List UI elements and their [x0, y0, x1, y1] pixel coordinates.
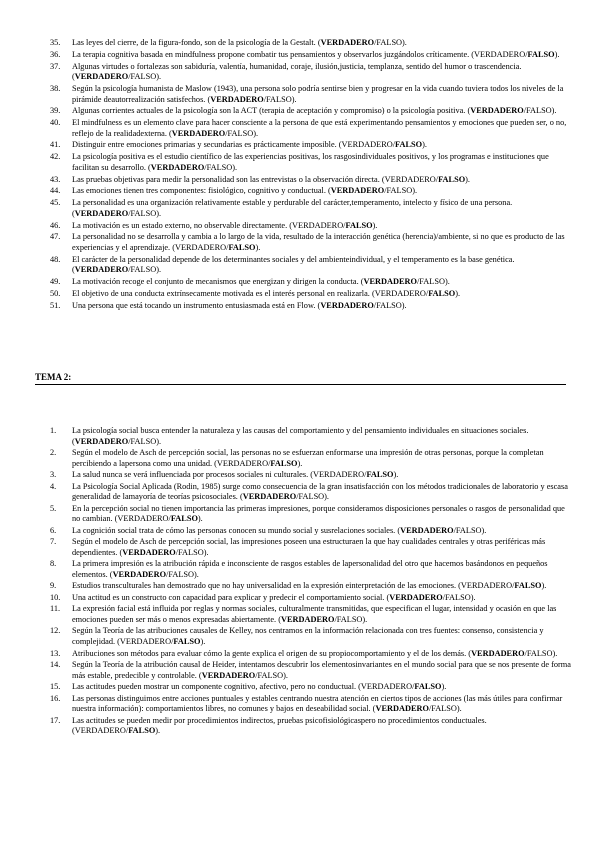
- question-text: [72, 694, 562, 714]
- question-item: [0, 682, 599, 693]
- question-text-segment: /FALSO).: [442, 592, 476, 602]
- question-text: [72, 118, 566, 138]
- question-text-segment: Las pruebas objetivas para medir la personalidad son las entrevistas o la observación directa. (VERDADERO/: [72, 174, 439, 184]
- question-text: [72, 175, 470, 184]
- question-number: 6.: [50, 525, 57, 535]
- question-text-segment: ).: [197, 514, 203, 524]
- question-number: 44.: [50, 186, 61, 196]
- question-text: [72, 50, 559, 59]
- answer-highlight: FALSO: [345, 220, 373, 230]
- answer-highlight: FALSO: [270, 458, 298, 468]
- question-item: [0, 448, 599, 469]
- question-text-segment: La psicología social busca entender la naturaleza y las causas del comportamiento y del pensamiento individuales en situaciones sociales. (: [72, 426, 529, 446]
- question-text-segment: /FALSO).: [453, 525, 487, 535]
- question-text-segment: /FALSO).: [204, 162, 238, 172]
- question-number: 10.: [50, 592, 61, 602]
- question-text: [72, 593, 476, 602]
- question-text-segment: /FALSO).: [296, 492, 330, 502]
- question-text: [72, 482, 568, 502]
- answer-highlight: FALSO: [438, 174, 466, 184]
- question-text-segment: ).: [200, 637, 206, 647]
- question-item: [0, 593, 599, 604]
- question-text-segment: Algunas virtudes o fortalezas son sabiduría, valentía, humanidad, coraje, ilusión,justicia, templanza, sentido del humor o trascendencia. (: [72, 61, 522, 82]
- answer-highlight: FALSO: [428, 288, 456, 298]
- question-number: 43.: [50, 174, 61, 184]
- question-text-segment: /FALSO).: [384, 186, 418, 196]
- question-text: [72, 682, 446, 691]
- question-number: 14.: [50, 660, 61, 670]
- answer-highlight: VERDADERO: [330, 186, 385, 196]
- question-item: [0, 559, 599, 580]
- question-text-segment: /FALSO).: [225, 128, 259, 138]
- question-text-segment: La primera impresión es la atribución rápida e inconsciente de rasgos estables de lapersonalidad del otro que hacemos basándonos en pequeños elementos. (: [72, 559, 548, 579]
- question-item: [0, 504, 599, 525]
- question-number: 46.: [50, 220, 61, 230]
- answer-highlight: VERDADERO: [74, 208, 129, 218]
- question-text-segment: ).: [541, 581, 547, 591]
- question-text-segment: Según el modelo de Asch de percepción social, las impresiones poseen una estructuraen la que hay cualidades centrales y otras periféricas más dependientes. (: [72, 537, 546, 557]
- answer-highlight: FALSO: [128, 726, 156, 736]
- question-text-segment: El carácter de la personalidad depende de los determinantes sociales y del ambienteindividual, y el temperamento es la base genética. (: [72, 254, 515, 275]
- question-number: 3.: [50, 470, 57, 480]
- question-text-segment: El objetivo de una conducta extrínsecamente motivada es el interés personal en realizarla. (VERDADERO/: [72, 288, 429, 298]
- question-text: [72, 198, 512, 218]
- answer-highlight: VERDADERO: [74, 265, 129, 275]
- question-item: [0, 649, 599, 660]
- question-item: [0, 38, 599, 49]
- answer-highlight: FALSO: [514, 581, 542, 591]
- question-number: 48.: [50, 254, 61, 264]
- question-item: [0, 152, 599, 173]
- question-number: 4.: [50, 481, 57, 491]
- question-text: [72, 62, 522, 82]
- question-text-segment: ).: [155, 726, 161, 736]
- question-item: [0, 277, 599, 288]
- question-item: [0, 221, 599, 232]
- question-item: [0, 660, 599, 681]
- question-number: 49.: [50, 277, 61, 287]
- question-item: [0, 694, 599, 715]
- answer-highlight: VERDADERO: [375, 704, 429, 714]
- question-text-segment: ).: [422, 140, 427, 150]
- question-text-segment: La Psicología Social Aplicada (Rodin, 1985) surge como consecuencia de la gran insatisfacción con los métodos tradicionales de laboratorio y escasa generalidad de lamayoría de teorías psicosociales. (: [72, 481, 568, 502]
- answer-highlight: FALSO: [366, 470, 394, 480]
- question-text: [72, 84, 563, 104]
- question-text: [72, 470, 398, 479]
- question-text-segment: ).: [297, 458, 303, 468]
- answer-highlight: VERDADERO: [201, 670, 256, 680]
- answer-highlight: VERDADERO: [171, 128, 226, 138]
- question-item: [0, 626, 599, 647]
- question-text-segment: /FALSO).: [417, 277, 450, 287]
- question-text: [72, 277, 450, 286]
- question-item: [0, 482, 599, 503]
- question-number: 8.: [50, 559, 57, 569]
- answer-highlight: FALSO: [173, 637, 201, 647]
- question-text-segment: ).: [441, 682, 447, 692]
- question-number: 15.: [50, 682, 61, 692]
- question-text-segment: La terapia cognitiva basada en mindfulness propone combatir tus pensamientos y observarlos juzgándolos críticamente. (VERDADERO/: [72, 49, 528, 59]
- section-heading: TEMA 2:: [35, 372, 72, 382]
- question-text-segment: /FALSO).: [128, 208, 162, 218]
- question-text-segment: ).: [465, 174, 470, 184]
- question-number: 16.: [50, 693, 61, 703]
- question-text-segment: Las actitudes se pueden medir por procedimientos indirectos, pruebas psicofisiológicaspero no procedimientos conductuales. (VERDADERO/: [72, 715, 487, 736]
- question-text: [72, 38, 407, 47]
- answer-highlight: VERDADERO: [320, 300, 374, 310]
- question-text-segment: Atribuciones son métodos para evaluar cómo la gente explica el origen de su propiocomportamiento y el de los demás. (: [72, 648, 472, 658]
- question-text: [72, 660, 571, 680]
- question-text-segment: /FALSO).: [523, 106, 557, 116]
- question-item: [0, 581, 599, 592]
- answer-highlight: FALSO: [395, 140, 423, 150]
- question-text-segment: La personalidad es una organización relativamente estable y perdurable del carácter,temperamento, intelecto y físico de una persona. (: [72, 198, 513, 218]
- question-item: [0, 84, 599, 105]
- question-text-segment: Según la Teoría de la atribución causal de Heider, intentamos descubrir los elementosinvariantes en el mundo social para que se nos presente de forma más estable, predecible y controlable. (: [72, 660, 571, 680]
- question-number: 12.: [50, 626, 61, 636]
- question-text-segment: /FALSO).: [255, 670, 288, 680]
- answer-highlight: FALSO: [527, 49, 555, 59]
- question-text: [72, 559, 548, 579]
- question-text-segment: Distinguir entre emociones primarias y secundarias es prácticamente imposible. (VERDADERO/: [72, 140, 396, 150]
- answer-highlight: VERDADERO: [280, 615, 335, 624]
- question-text-segment: ).: [455, 288, 461, 298]
- question-item: [0, 140, 599, 151]
- question-text-segment: Las leyes del cierre, de la figura-fondo, son de la psicología de la Gestalt. (: [72, 38, 321, 47]
- question-text: [72, 448, 544, 468]
- question-text-segment: ).: [554, 49, 560, 59]
- question-text: [72, 106, 557, 115]
- question-text-segment: /FALSO).: [524, 648, 558, 658]
- answer-highlight: VERDADERO: [400, 525, 454, 535]
- question-text-segment: El mindfulness es un elemento clave para hacer consciente a la persona de que está experimentando pensamientos y emociones que pueden ser, o no, reflejo de la realidadexterna. (: [72, 118, 567, 138]
- question-number: 42.: [50, 152, 61, 162]
- answer-highlight: VERDADERO: [74, 72, 129, 82]
- answer-highlight: FALSO: [170, 514, 198, 524]
- question-item: [0, 604, 599, 625]
- question-number: 50.: [50, 288, 61, 298]
- question-text-segment: La motivación recoge el conjunto de mecanismos que energizan y dirigen la conducta. (: [72, 277, 364, 287]
- answer-highlight: FALSO: [414, 682, 442, 692]
- question-text-segment: /FALSO).: [128, 436, 162, 446]
- question-item: [0, 198, 599, 219]
- answer-highlight: VERDADERO: [363, 277, 417, 287]
- question-number: 39.: [50, 106, 61, 116]
- question-item: [0, 301, 599, 312]
- question-text-segment: /FALSO).: [334, 615, 368, 624]
- question-text-segment: /FALSO).: [263, 94, 297, 104]
- question-item: [0, 118, 599, 139]
- answer-highlight: VERDADERO: [112, 569, 167, 579]
- question-text: [72, 526, 486, 535]
- question-text: [72, 426, 528, 446]
- question-text-segment: /FALSO).: [374, 38, 407, 47]
- question-number: 35.: [50, 38, 61, 47]
- question-number: 13.: [50, 648, 61, 658]
- question-text-segment: ).: [393, 470, 399, 480]
- question-text-segment: /FALSO).: [175, 547, 209, 557]
- answer-highlight: VERDADERO: [389, 592, 443, 602]
- question-item: [0, 106, 599, 117]
- question-number: 7.: [50, 537, 57, 547]
- question-number: 38.: [50, 83, 61, 93]
- answer-highlight: VERDADERO: [320, 38, 375, 47]
- question-item: [0, 232, 599, 253]
- answer-highlight: VERDADERO: [471, 648, 525, 658]
- question-text-segment: Según el modelo de Asch de percepción social, las personas no se esfuerzan enformarse una impresión de otras personas, porque la completan percibiendo a lapersona como una unidad. (VERDADERO/: [72, 448, 544, 468]
- question-text: [72, 255, 515, 275]
- question-text: [72, 301, 407, 310]
- question-text-segment: Las personas distinguimos entre acciones puntuales y estables centrando nuestra atención en ciertos tipos de acciones (las más útiles para confirmar nuestra información): comportamientos libres, no comunes y bajos en deseabilidad social. (: [72, 693, 563, 714]
- question-number: 1.: [50, 426, 57, 435]
- question-number: 2.: [50, 448, 57, 458]
- question-text-segment: /FALSO).: [128, 265, 162, 275]
- question-number: 11.: [50, 604, 61, 614]
- question-text: [72, 649, 557, 658]
- question-text-segment: Según la psicología humanista de Maslow (1943), una persona solo podría sentirse bien y progresar en la vida cuando tuviera todos los niveles de la pirámide deautorrealización satisfechos. (: [72, 83, 564, 104]
- question-number: 51.: [50, 300, 61, 310]
- answer-highlight: VERDADERO: [122, 547, 176, 557]
- question-item: [0, 426, 599, 447]
- question-item: [0, 716, 599, 737]
- question-text-segment: La expresión facial está influida por reglas y normas sociales, culturalmente transmitidas, que especifican el lugar, intensidad y ocasión en que las emociones pueden ser más o menos expresadas abiertamente. (: [72, 604, 557, 624]
- question-text-segment: Según la Teoría de las atribuciones causales de Kelley, nos centramos en la información relacionada con tres fuentes: consenso, consistencia y complejidad. (VERDADERO/: [72, 626, 544, 647]
- question-item: [0, 255, 599, 276]
- question-text-segment: Las actitudes pueden mostrar un componente cognitivo, afectivo, pero no conductual. (VERDADERO/: [72, 682, 415, 692]
- answer-highlight: VERDADERO: [74, 436, 129, 446]
- question-list-section-2: [0, 426, 599, 738]
- question-text-segment: La psicología positiva es el estudio científico de las experiencias positivas, los rasgosindividuales positivos, y los programas e instituciones que facilitan su desarrollo. (: [72, 152, 549, 172]
- question-text-segment: /FALSO).: [373, 300, 407, 310]
- answer-highlight: VERDADERO: [210, 94, 264, 104]
- question-text-segment: Estudios transculturales han demostrado que no hay universalidad en la expresión einterpretación de las emociones. (VERDADERO/: [72, 581, 515, 591]
- question-list-section-1: [0, 38, 599, 312]
- question-item: [0, 50, 599, 61]
- question-text: [72, 221, 377, 230]
- question-text-segment: Una actitud es un constructo con capacidad para explicar y predecir el comportamiento social. (: [72, 592, 390, 602]
- question-text-segment: En la percepción social no tienen importancia las primeras impresiones, porque consideramos disposiciones personales o rasgos de personalidad que no cambian. (VERDADERO/: [72, 503, 565, 524]
- question-item: [0, 526, 599, 537]
- question-number: 40.: [50, 118, 61, 128]
- question-number: 37.: [50, 61, 61, 71]
- question-number: 45.: [50, 198, 61, 208]
- answer-highlight: FALSO: [228, 242, 256, 252]
- question-text: [72, 289, 460, 298]
- question-text-segment: /FALSO).: [128, 72, 162, 82]
- question-text-segment: /FALSO).: [166, 569, 199, 579]
- heading-underline: [35, 384, 566, 385]
- question-text-segment: ).: [372, 220, 378, 230]
- question-text: [72, 232, 565, 252]
- question-text-segment: Algunas corrientes actuales de la psicología son la ACT (terapia de aceptación y compromiso) o la psicología positiva. (: [72, 106, 471, 116]
- answer-highlight: VERDADERO: [150, 162, 205, 172]
- answer-highlight: VERDADERO: [470, 106, 524, 116]
- question-item: [0, 289, 599, 300]
- question-item: [0, 186, 599, 197]
- question-text-segment: Las emociones tienen tres componentes: fisiológico, cognitivo y conductual. (: [72, 186, 331, 196]
- question-number: 41.: [50, 140, 61, 150]
- question-text: [72, 626, 543, 646]
- answer-highlight: VERDADERO: [242, 492, 297, 502]
- question-text: [72, 537, 545, 557]
- question-text-segment: La salud nunca se verá influenciada por procesos sociales ni culturales. (VERDADERO/: [72, 470, 367, 480]
- question-number: 47.: [50, 232, 61, 242]
- question-text: [72, 581, 546, 590]
- question-number: 9.: [50, 581, 57, 591]
- question-text: [72, 140, 427, 149]
- question-number: 17.: [50, 715, 61, 725]
- question-number: 5.: [50, 503, 57, 513]
- question-number: 36.: [50, 49, 61, 59]
- question-text-segment: /FALSO).: [428, 704, 462, 714]
- question-text: [72, 504, 565, 524]
- question-item: [0, 175, 599, 186]
- question-text-segment: La personalidad no se desarrolla y cambia a lo largo de la vida, resultado de la interacción genética (herencia)/ambiente, si no que es producto de las experiencias y el aprendizaje. (VERDADERO/: [72, 232, 565, 252]
- question-text-segment: La cognición social trata de cómo las personas conocen su mundo social y susrelaciones sociales. (: [72, 525, 401, 535]
- question-text-segment: ).: [255, 242, 261, 252]
- question-item: [0, 62, 599, 83]
- question-text-segment: Una persona que está tocando un instrumento entusiasmada está en Flow. (: [72, 300, 321, 310]
- question-text: [72, 186, 417, 195]
- question-text: [72, 604, 556, 624]
- question-text-segment: La motivación es un estado externo, no observable directamente. (VERDADERO/: [72, 220, 346, 230]
- question-text: [72, 716, 487, 736]
- question-text: [72, 152, 549, 172]
- question-item: [0, 470, 599, 481]
- question-item: [0, 537, 599, 558]
